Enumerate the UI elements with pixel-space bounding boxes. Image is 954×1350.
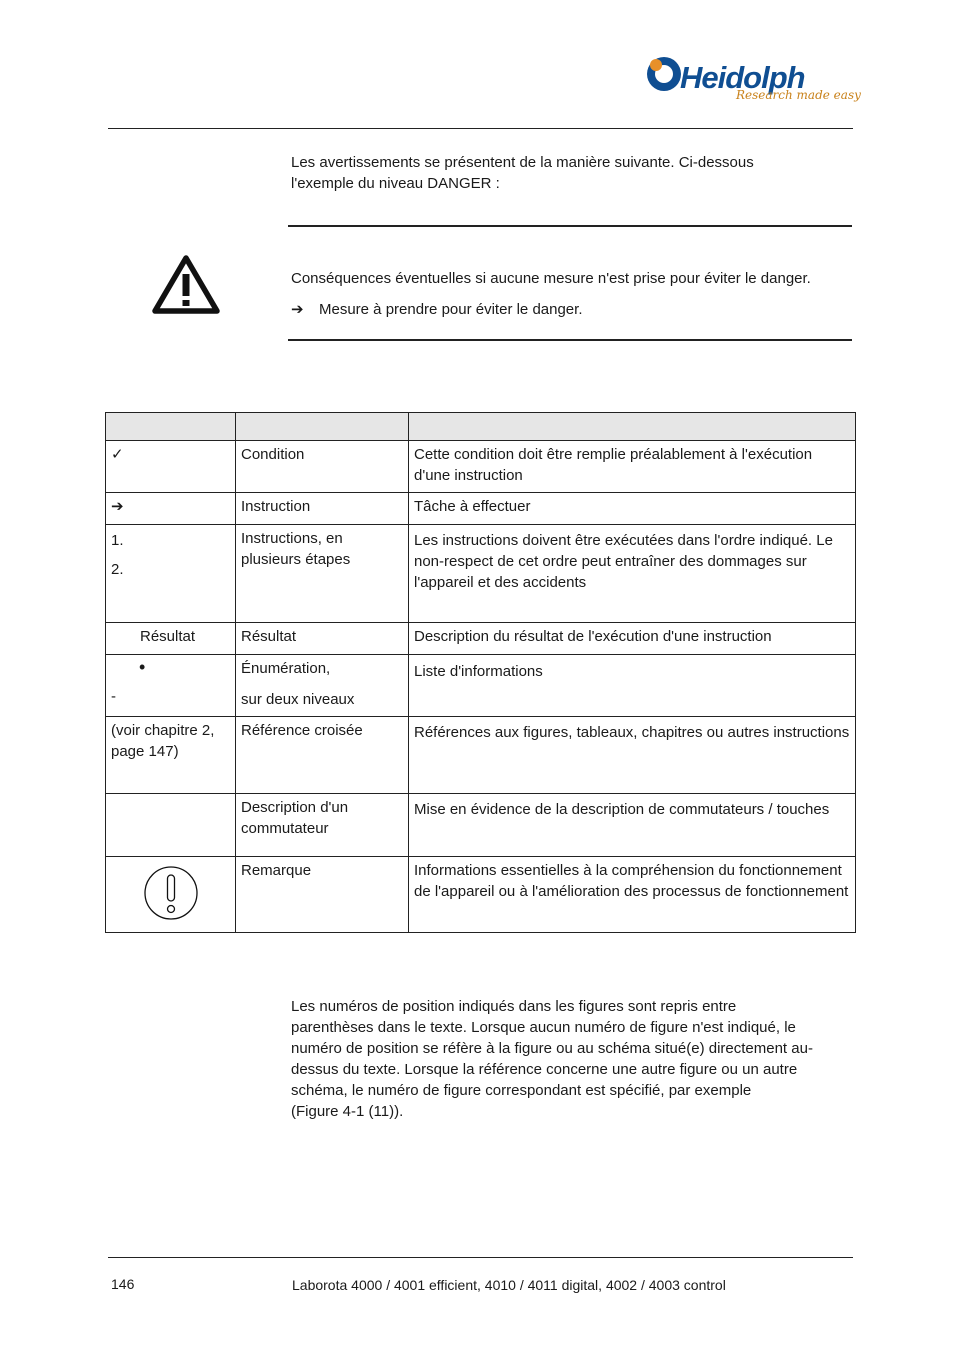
row-description: Liste d'informations — [409, 655, 856, 717]
row-description: Informations essentielles à la compréhension du fonctionnement de l'appareil ou à l'amélioration des processus de fonctionnement — [409, 857, 856, 933]
intro-text — [291, 152, 754, 194]
symbol-enumeration — [106, 655, 236, 717]
symbol-cross-reference: (voir chapitre 2, page 147) — [106, 717, 236, 794]
row-name: Résultat — [236, 623, 409, 655]
row-name: Condition — [236, 441, 409, 493]
paragraph-line: (Figure 4-1 (11)). — [291, 1103, 404, 1120]
row-name — [236, 655, 409, 717]
step-number: 2. — [111, 561, 124, 578]
symbol-result: Résultat — [106, 623, 236, 655]
row-name: Instructions, en plusieurs étapes — [236, 525, 409, 623]
step-number: 1. — [111, 532, 124, 549]
row-name-line: Énumération, — [241, 660, 331, 677]
table-row — [106, 655, 856, 717]
footer-divider — [108, 1257, 853, 1258]
danger-top-rule — [288, 225, 852, 227]
paragraph-line: schéma, le numéro de figure correspondant est spécifié, par exemple — [291, 1082, 752, 1099]
paragraph-line: dessus du texte. Lorsque la référence concerne une autre figure ou un autre — [291, 1061, 798, 1078]
symbol-arrow: ➔ — [106, 493, 236, 525]
position-numbers-paragraph — [291, 996, 813, 1122]
symbol-note — [106, 857, 236, 933]
row-description: Description du résultat de l'exécution d'une instruction — [409, 623, 856, 655]
row-description: Références aux figures, tableaux, chapitres ou autres instructions — [409, 717, 856, 794]
table-row — [106, 525, 856, 623]
row-name-line: sur deux niveaux — [241, 691, 355, 708]
logo-name: Heidolph — [680, 60, 805, 95]
intro-line: Les avertissements se présentent de la manière suivante. Ci-dessous — [291, 154, 754, 171]
paragraph-line: parenthèses dans le texte. Lorsque aucun numéro de figure n'est indiqué, le — [291, 1019, 796, 1036]
paragraph-line: numéro de position se réfère à la figure ou au schéma situé(e) directement au- — [291, 1040, 813, 1057]
footer-product: Laborota 4000 / 4001 efficient, 4010 / 4011 digital, 4002 / 4003 control — [292, 1277, 726, 1293]
table-header-row — [106, 413, 856, 441]
row-description: Les instructions doivent être exécutées dans l'ordre indiqué. Le non-respect de cet ordre peut entraîner des dommages sur l'appareil et des accidents — [409, 525, 856, 623]
table-row — [106, 857, 856, 933]
symbols-table — [105, 412, 856, 933]
logo-mark-icon — [644, 54, 684, 94]
arrow-right-icon: ➔ — [291, 301, 304, 318]
row-description: Tâche à effectuer — [409, 493, 856, 525]
symbol-switch — [106, 794, 236, 857]
heidolph-logo — [644, 52, 861, 116]
row-name: Référence croisée — [236, 717, 409, 794]
row-description: Cette condition doit être remplie préalablement à l'exécution d'une instruction — [409, 441, 856, 493]
table-row — [106, 441, 856, 493]
row-name: Description d'un commutateur — [236, 794, 409, 857]
intro-line: l'exemple du niveau DANGER : — [291, 175, 500, 192]
warning-triangle-icon — [151, 253, 221, 315]
danger-consequence: Conséquences éventuelles si aucune mesure n'est prise pour éviter le danger. — [291, 270, 811, 287]
danger-action: Mesure à prendre pour éviter le danger. — [319, 301, 583, 318]
paragraph-line: Les numéros de position indiqués dans les figures sont repris entre — [291, 998, 737, 1015]
symbol-numbered-steps — [106, 525, 236, 623]
bullet-icon: • — [139, 657, 146, 677]
table-row — [106, 794, 856, 857]
table-row — [106, 623, 856, 655]
header-cell — [236, 413, 409, 441]
row-name: Instruction — [236, 493, 409, 525]
logo-tagline: Research made easy — [736, 88, 861, 102]
row-name: Remarque — [236, 857, 409, 933]
symbol-checkmark: ✓ — [106, 441, 236, 493]
header-divider — [108, 128, 853, 129]
row-description: Mise en évidence de la description de commutateurs / touches — [409, 794, 856, 857]
exclamation-circle-icon — [143, 865, 199, 921]
page-number: 146 — [111, 1276, 135, 1292]
table-row — [106, 717, 856, 794]
header-cell — [106, 413, 236, 441]
dash-marker: - — [111, 688, 116, 705]
danger-bottom-rule — [288, 339, 852, 341]
table-row — [106, 493, 856, 525]
danger-action-line — [291, 299, 583, 320]
header-cell — [409, 413, 856, 441]
